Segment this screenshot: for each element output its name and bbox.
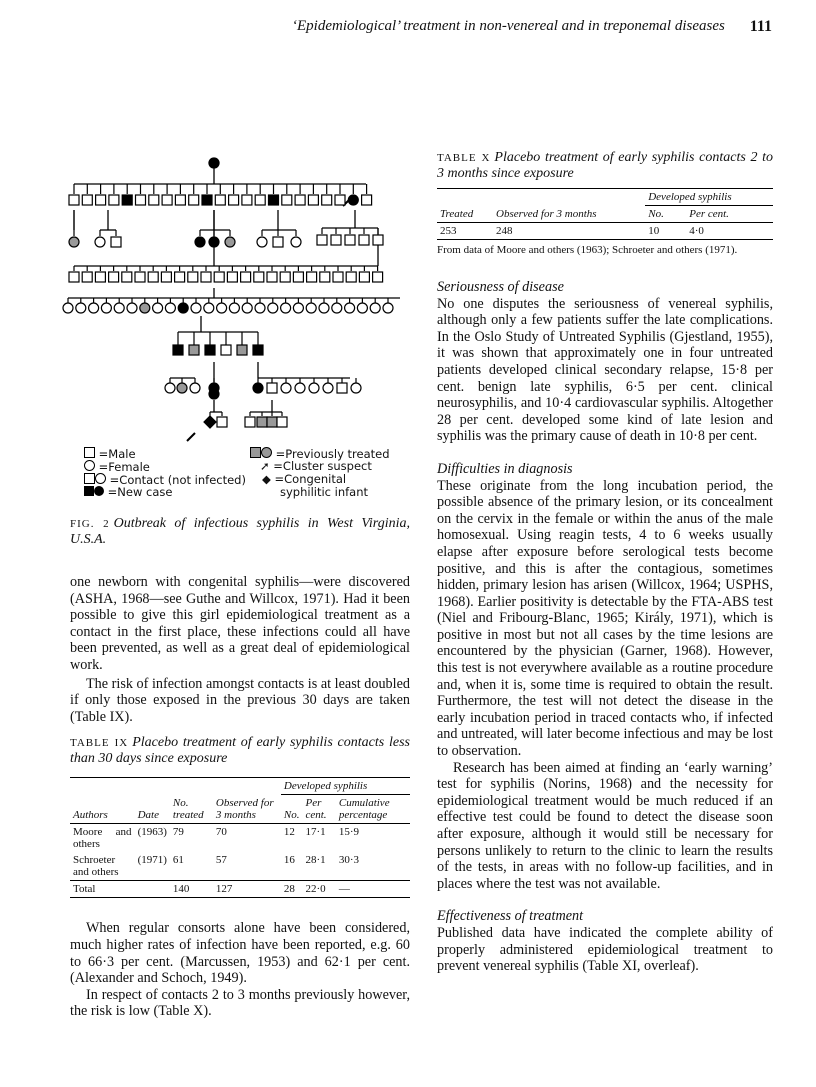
table10-group-header: Developed syphilis <box>645 189 773 206</box>
table-cell: 57 <box>213 852 281 881</box>
table9-col-header: No. treated <box>170 795 213 824</box>
figure-caption-label: FIG. 2 <box>70 518 110 530</box>
table10 <box>437 188 773 240</box>
pedigree-symbol <box>177 383 187 393</box>
pedigree-symbol <box>217 417 227 427</box>
pedigree-symbol <box>69 272 79 282</box>
pedigree-symbol <box>229 303 239 313</box>
figure-caption <box>70 516 410 548</box>
pedigree-symbol <box>122 195 132 205</box>
pedigree-symbol <box>257 417 267 427</box>
pedigree-symbol <box>345 235 355 245</box>
legend-congenital-2: syphilitic infant <box>280 485 369 499</box>
pedigree-symbol <box>351 383 361 393</box>
pedigree-symbol <box>293 303 303 313</box>
table-cell: Moore and others <box>73 826 132 851</box>
pedigree-symbol <box>331 235 341 245</box>
table9-caption <box>70 735 410 767</box>
pedigree-symbol <box>69 237 79 247</box>
difficulties-text: These originate from the long incubation period, the possible absence of the primary lesion, or its concealment on the cervix in the female or within the anus of the male homosexual. Using reagin tests, 4 to 6 weeks usually elapse after exposure before serological tests become positive, and this is after the contagious, sometimes hidden, primary lesion has arisen (Willcox, 1964; USPHS, 1968). Earlier positivity is detectable by the FTA-ABS test (Niel and Fribourg-Blanc, 1965; Király, 1971), which is positive in most but not all cases by the time lesions are encountered by the physician (Garner, 1968). However, this test is not everywhere available as a routine procedure and, when it is, some time is required to obtain the result. Furthermore, the test will not detect the disease in the early incubation period in traced contacts who, if infected and untreated, will later become infectious and may be lost to observation. <box>437 477 773 760</box>
pedigree-symbol <box>69 195 79 205</box>
table9-col-header: Authors <box>70 795 135 824</box>
pedigree-symbol <box>165 303 175 313</box>
pedigree-symbol <box>295 195 305 205</box>
pedigree-symbol <box>191 303 201 313</box>
pedigree-symbol <box>127 303 137 313</box>
table-cell: 28·1 <box>302 852 335 881</box>
table-cell: 12 <box>283 826 295 839</box>
pedigree-symbol <box>255 195 265 205</box>
left-para-2: The risk of infection amongst contacts is at least doubled if only those exposed in the previous 30 days are taken (Table IX). <box>70 675 410 725</box>
pedigree-symbol <box>348 195 358 205</box>
table9-col-header: Cumulative percentage <box>336 795 410 824</box>
pedigree-symbol <box>95 272 105 282</box>
pedigree-symbol <box>122 272 132 282</box>
pedigree-symbol <box>96 195 106 205</box>
table-cell: 28 <box>281 881 303 898</box>
pedigree-symbol <box>221 345 231 355</box>
table-cell: (1963) <box>137 826 167 839</box>
pedigree-symbol <box>173 345 183 355</box>
pedigree-symbol <box>357 303 367 313</box>
pedigree-symbol <box>205 345 215 355</box>
table9-group-header: Developed syphilis <box>281 778 410 795</box>
pedigree-symbol <box>237 345 247 355</box>
pedigree-symbol <box>335 195 345 205</box>
pedigree-symbol <box>253 383 263 393</box>
pedigree-symbol <box>242 303 252 313</box>
table-row <box>437 223 773 240</box>
table-cell: 16 <box>281 852 303 881</box>
effectiveness-text: Published data have indicated the complete ability of properly administered epidemiological treatment to prevent venereal syphilis (Table XI, overleaf). <box>437 924 773 975</box>
running-title: ‘Epidemiological’ treatment in non-venereal and in treponemal diseases <box>292 18 725 34</box>
table-cell: 10 <box>645 223 686 240</box>
left-para-4: In respect of contacts 2 to 3 months previously however, the risk is low (Table X). <box>70 986 410 1020</box>
pedigree-symbol <box>165 383 175 393</box>
pedigree-symbol <box>337 383 347 393</box>
pedigree-symbol <box>267 417 277 427</box>
table-cell <box>135 881 170 898</box>
table9-col-header: Per cent. <box>302 795 335 824</box>
pedigree-symbol <box>277 417 287 427</box>
pedigree-symbol <box>225 237 235 247</box>
pedigree-symbol <box>306 303 316 313</box>
table9-col-header: Date <box>135 795 170 824</box>
pedigree-symbol <box>281 383 291 393</box>
table9-col-header: No. <box>281 795 303 824</box>
pedigree-symbol <box>89 303 99 313</box>
left-para-3: When regular consorts alone have been considered, much higher rates of infection have been reported, e.g. 60 to 66·3 per cent. (Marcussen, 1953) and 62·1 per cent. (Alexander and Schoch, 1949). <box>70 920 410 987</box>
pedigree-symbol <box>82 272 92 282</box>
left-column <box>70 516 410 1020</box>
pedigree-symbol <box>281 303 291 313</box>
pedigree-symbol <box>175 272 185 282</box>
pedigree-symbol <box>214 272 224 282</box>
pedigree-symbol <box>209 389 219 399</box>
left-para-1: one newborn with congenital syphilis—were discovered (ASHA, 1968—see Guthe and Willcox, 1971). Had it been possible to give this girl epidemiological treatment as a contact in the first place, these infections could all have been prevented, as well as a great deal of epidemiological work. <box>70 574 410 673</box>
table-row <box>70 852 410 881</box>
pedigree-symbol <box>322 195 332 205</box>
page-number: 111 <box>749 18 772 35</box>
pedigree-symbol <box>359 272 369 282</box>
table-cell: (1971) <box>135 852 170 881</box>
pedigree-symbol <box>195 237 205 247</box>
pedigree-symbol <box>319 303 329 313</box>
pedigree-symbol <box>359 235 369 245</box>
pedigree-symbol <box>242 195 252 205</box>
table10-caption <box>437 150 773 182</box>
pedigree-symbol <box>323 383 333 393</box>
table-cell: 22·0 <box>302 881 335 898</box>
pedigree-symbol <box>320 272 330 282</box>
table-total-row <box>70 881 410 898</box>
pedigree-symbol <box>82 195 92 205</box>
pedigree-symbol <box>307 272 317 282</box>
pedigree-symbol <box>215 195 225 205</box>
pedigree-symbol <box>227 272 237 282</box>
table10-col-header: Observed for 3 months <box>493 206 645 223</box>
pedigree-symbol <box>202 195 212 205</box>
table9-col-header: Observed for 3 months <box>213 795 281 824</box>
figure-caption-text: Outbreak of infectious syphilis in West Virginia, U.S.A. <box>70 516 410 547</box>
table-cell: 61 <box>170 852 213 881</box>
legend-congenital: =Congenital <box>274 472 347 486</box>
pedigree-symbol <box>280 272 290 282</box>
pedigree-symbol <box>309 383 319 393</box>
pedigree-symbol <box>136 195 146 205</box>
table-cell: 15·9 <box>338 826 360 839</box>
pedigree-symbol <box>267 272 277 282</box>
pedigree-symbol <box>273 237 283 247</box>
table-cell: 70 <box>215 826 227 839</box>
pedigree-symbol <box>291 237 301 247</box>
pedigree-symbol <box>111 237 121 247</box>
legend-cluster-suspect: =Cluster suspect <box>273 459 372 473</box>
table-cell: 30·3 <box>336 852 410 881</box>
table10-source: From data of Moore and others (1963); Schroeter and others (1971). <box>437 244 738 256</box>
right-column <box>437 150 773 975</box>
pedigree-symbol <box>114 303 124 313</box>
pedigree-symbol <box>253 345 263 355</box>
legend-female: =Female <box>98 460 150 474</box>
figure-legend: =Male =Female =Contact (not infected) =New case =Previously treated ➚ =Cluster suspect ◆ =Congenital syphilitic infant <box>84 447 414 502</box>
table10-col-header: Per cent. <box>686 206 773 223</box>
pedigree-symbol <box>229 195 239 205</box>
table-cell: 4·0 <box>686 223 773 240</box>
pedigree-symbol <box>189 195 199 205</box>
pedigree-symbol <box>241 272 251 282</box>
pedigree-symbol <box>362 195 372 205</box>
legend-male: =Male <box>98 447 136 461</box>
pedigree-symbol <box>109 272 119 282</box>
table-cell: Total <box>70 881 135 898</box>
table-cell: 253 <box>437 223 493 240</box>
pedigree-symbol <box>373 272 383 282</box>
seriousness-heading: Seriousness of disease <box>437 279 564 295</box>
pedigree-symbol <box>370 303 380 313</box>
pedigree-symbol <box>201 272 211 282</box>
difficulties-heading: Difficulties in diagnosis <box>437 460 573 477</box>
pedigree-symbol <box>101 303 111 313</box>
pedigree-symbol <box>373 235 383 245</box>
legend-previously-treated: =Previously treated <box>275 447 390 461</box>
pedigree-symbol <box>204 416 216 428</box>
pedigree-symbol <box>76 303 86 313</box>
pedigree-symbol <box>383 303 393 313</box>
table10-label: TABLE X <box>437 152 491 164</box>
pedigree-symbol <box>178 303 188 313</box>
pedigree-symbol <box>63 303 73 313</box>
seriousness-text: No one disputes the seriousness of venereal syphilis, although only a few patients suffer the late complications. In the Oslo Study of Untreated Syphilis (Gjestland, 1955), it was shown that approximately one in four untreated patients developed clinical secondary relapse, 15·8 per cent. benign late syphilis, 6·5 per cent. clinical neurosyphilis, and 10·4 cardiovascular syphilis. Altogether 28 per cent. developed some kind of late lesion and syphilis was the primary cause of death in 10·8 per cent. <box>437 295 773 445</box>
pedigree-symbol <box>204 303 214 313</box>
table-cell: 127 <box>213 881 281 898</box>
table10-col-header: Treated <box>437 206 493 223</box>
effectiveness-heading: Effectiveness of treatment <box>437 908 584 925</box>
pedigree-symbol <box>333 272 343 282</box>
research-text: Research has been aimed at finding an ‘early warning’ test for syphilis (Norins, 1968) and the necessity for epidemiological treatment would be much reduced if an effective test could be found to detect the disease soon after exposure, although it would still be necessary for persons unlikely to return to the clinic to learn the results of the tests, in areas with no follow-up facilities, and in places where the test was not available. <box>437 759 773 892</box>
pedigree-symbol <box>268 303 278 313</box>
pedigree-symbol <box>308 195 318 205</box>
pedigree-symbol <box>282 195 292 205</box>
pedigree-symbol <box>188 272 198 282</box>
legend-new-case: =New case <box>107 485 173 499</box>
table10-col-header: No. <box>645 206 686 223</box>
table-cell: 248 <box>493 223 645 240</box>
pedigree-symbol <box>153 303 163 313</box>
table-cell: — <box>336 881 410 898</box>
table9-title: Placebo treatment of early syphilis contacts less than 30 days since exposure <box>70 735 410 767</box>
pedigree-symbol <box>149 195 159 205</box>
pedigree-symbol <box>245 417 255 427</box>
pedigree-symbol <box>332 303 342 313</box>
pedigree-symbol <box>345 303 355 313</box>
pedigree-symbol <box>148 272 158 282</box>
pedigree-symbol <box>209 237 219 247</box>
pedigree-symbol <box>346 272 356 282</box>
table-cell: 17·1 <box>305 826 326 839</box>
legend-contact: =Contact (not infected) <box>109 473 246 487</box>
pedigree-symbol <box>257 237 267 247</box>
pedigree-symbol <box>140 303 150 313</box>
pedigree-symbol <box>175 195 185 205</box>
pedigree-symbol <box>109 195 119 205</box>
pedigree-symbol <box>254 272 264 282</box>
pedigree-symbol <box>269 195 279 205</box>
pedigree-symbol <box>135 272 145 282</box>
pedigree-symbol <box>162 195 172 205</box>
pedigree-symbol <box>317 235 327 245</box>
pedigree-symbol <box>95 237 105 247</box>
running-header <box>292 18 772 35</box>
pedigree-symbol <box>190 383 200 393</box>
pedigree-symbol <box>189 345 199 355</box>
table-cell: 79 <box>172 826 184 839</box>
pedigree-symbol <box>293 272 303 282</box>
table9 <box>70 777 410 898</box>
pedigree-symbol <box>217 303 227 313</box>
pedigree-symbol <box>255 303 265 313</box>
pedigree-figure <box>60 150 420 450</box>
table-row <box>70 824 410 853</box>
table10-title: Placebo treatment of early syphilis contacts 2 to 3 months since exposure <box>437 150 773 181</box>
pedigree-symbol <box>295 383 305 393</box>
table9-label: TABLE IX <box>70 737 129 750</box>
table-cell: 140 <box>170 881 213 898</box>
pedigree-symbol <box>267 383 277 393</box>
pedigree-symbol <box>161 272 171 282</box>
table-cell: Schroeter and others <box>70 852 135 881</box>
